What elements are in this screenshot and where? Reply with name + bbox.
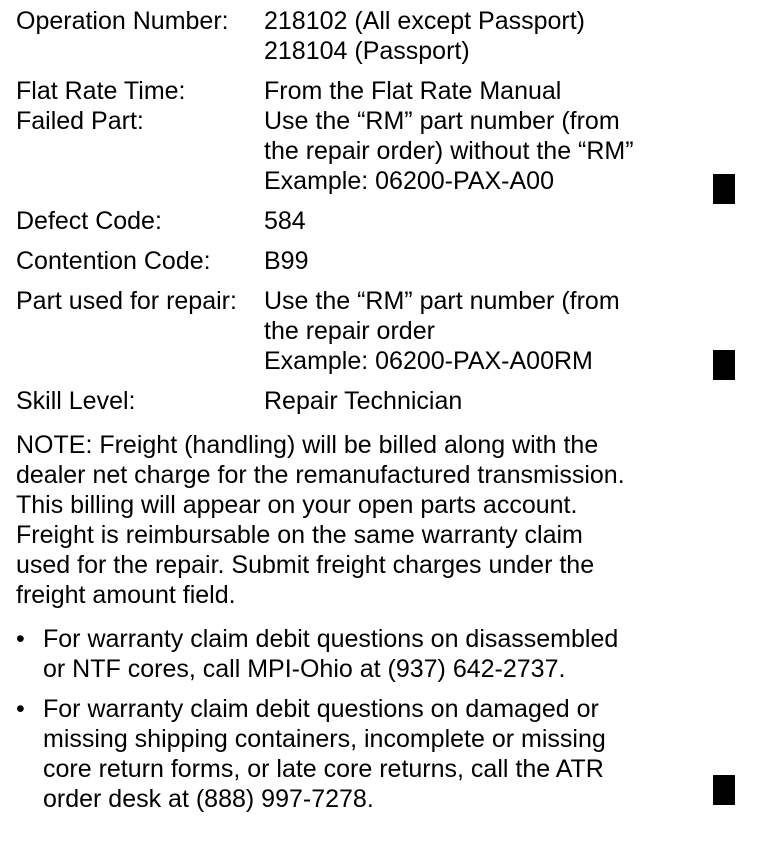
field-value xyxy=(264,386,706,416)
bullet-line: For warranty claim debit questions on disassembled xyxy=(43,625,619,653)
field-label: Failed Part: xyxy=(16,107,144,135)
field-value xyxy=(264,76,706,106)
field-defect-code xyxy=(16,206,706,236)
contact-bullet-list xyxy=(16,624,706,814)
field-value xyxy=(264,286,706,376)
bullet-icon: • xyxy=(16,625,25,653)
field-value xyxy=(264,246,706,276)
field-label: Skill Level: xyxy=(16,387,136,415)
field-operation-number xyxy=(16,6,706,66)
field-label: Contention Code: xyxy=(16,247,211,275)
field-skill-level xyxy=(16,386,706,416)
change-bar-icon xyxy=(713,775,735,805)
bullet-icon: • xyxy=(16,695,25,723)
list-item xyxy=(16,694,706,814)
value-line: From the Flat Rate Manual xyxy=(264,77,562,105)
bullet-line: core return forms, or late core returns, call the ATR xyxy=(43,755,604,783)
note-line: freight amount field. xyxy=(16,581,236,609)
bullet-line: order desk at (888) 997-7278. xyxy=(43,785,374,813)
bullet-line: missing shipping containers, incomplete or missing xyxy=(43,725,606,753)
value-line: 218102 (All except Passport) xyxy=(264,7,586,35)
change-bar-icon xyxy=(713,174,735,204)
value-line: Example: 06200-PAX-A00 xyxy=(264,167,554,195)
field-label: Operation Number: xyxy=(16,7,229,35)
field-label: Defect Code: xyxy=(16,207,162,235)
value-line: the repair order) without the “RM” xyxy=(264,137,634,165)
field-value xyxy=(264,206,706,236)
value-line: B99 xyxy=(264,247,309,275)
document-body xyxy=(16,6,706,824)
value-line: Example: 06200-PAX-A00RM xyxy=(264,347,593,375)
field-flat-rate-time xyxy=(16,76,706,106)
value-line: 218104 (Passport) xyxy=(264,37,470,65)
note-line: NOTE: Freight (handling) will be billed along with the xyxy=(16,431,599,459)
list-item xyxy=(16,624,706,684)
note-line: Freight is reimbursable on the same warranty claim xyxy=(16,521,583,549)
field-label: Flat Rate Time: xyxy=(16,77,186,105)
change-bar-icon xyxy=(713,350,735,380)
field-value xyxy=(264,106,706,196)
field-value xyxy=(264,6,706,66)
value-line: Use the “RM” part number (from xyxy=(264,107,620,135)
value-line: 584 xyxy=(264,207,306,235)
value-line: Use the “RM” part number (from xyxy=(264,287,620,315)
field-label: Part used for repair: xyxy=(16,287,237,315)
value-line: the repair order xyxy=(264,317,435,345)
bullet-line: For warranty claim debit questions on damaged or xyxy=(43,695,599,723)
field-failed-part xyxy=(16,106,706,196)
note-line: This billing will appear on your open parts account. xyxy=(16,491,578,519)
field-contention-code xyxy=(16,246,706,276)
value-line: Repair Technician xyxy=(264,387,463,415)
note-line: dealer net charge for the remanufactured transmission. xyxy=(16,461,625,489)
note-line: used for the repair. Submit freight charges under the xyxy=(16,551,595,579)
bullet-line: or NTF cores, call MPI-Ohio at (937) 642-2737. xyxy=(43,655,566,683)
field-part-used-for-repair xyxy=(16,286,706,376)
freight-note xyxy=(16,430,706,610)
